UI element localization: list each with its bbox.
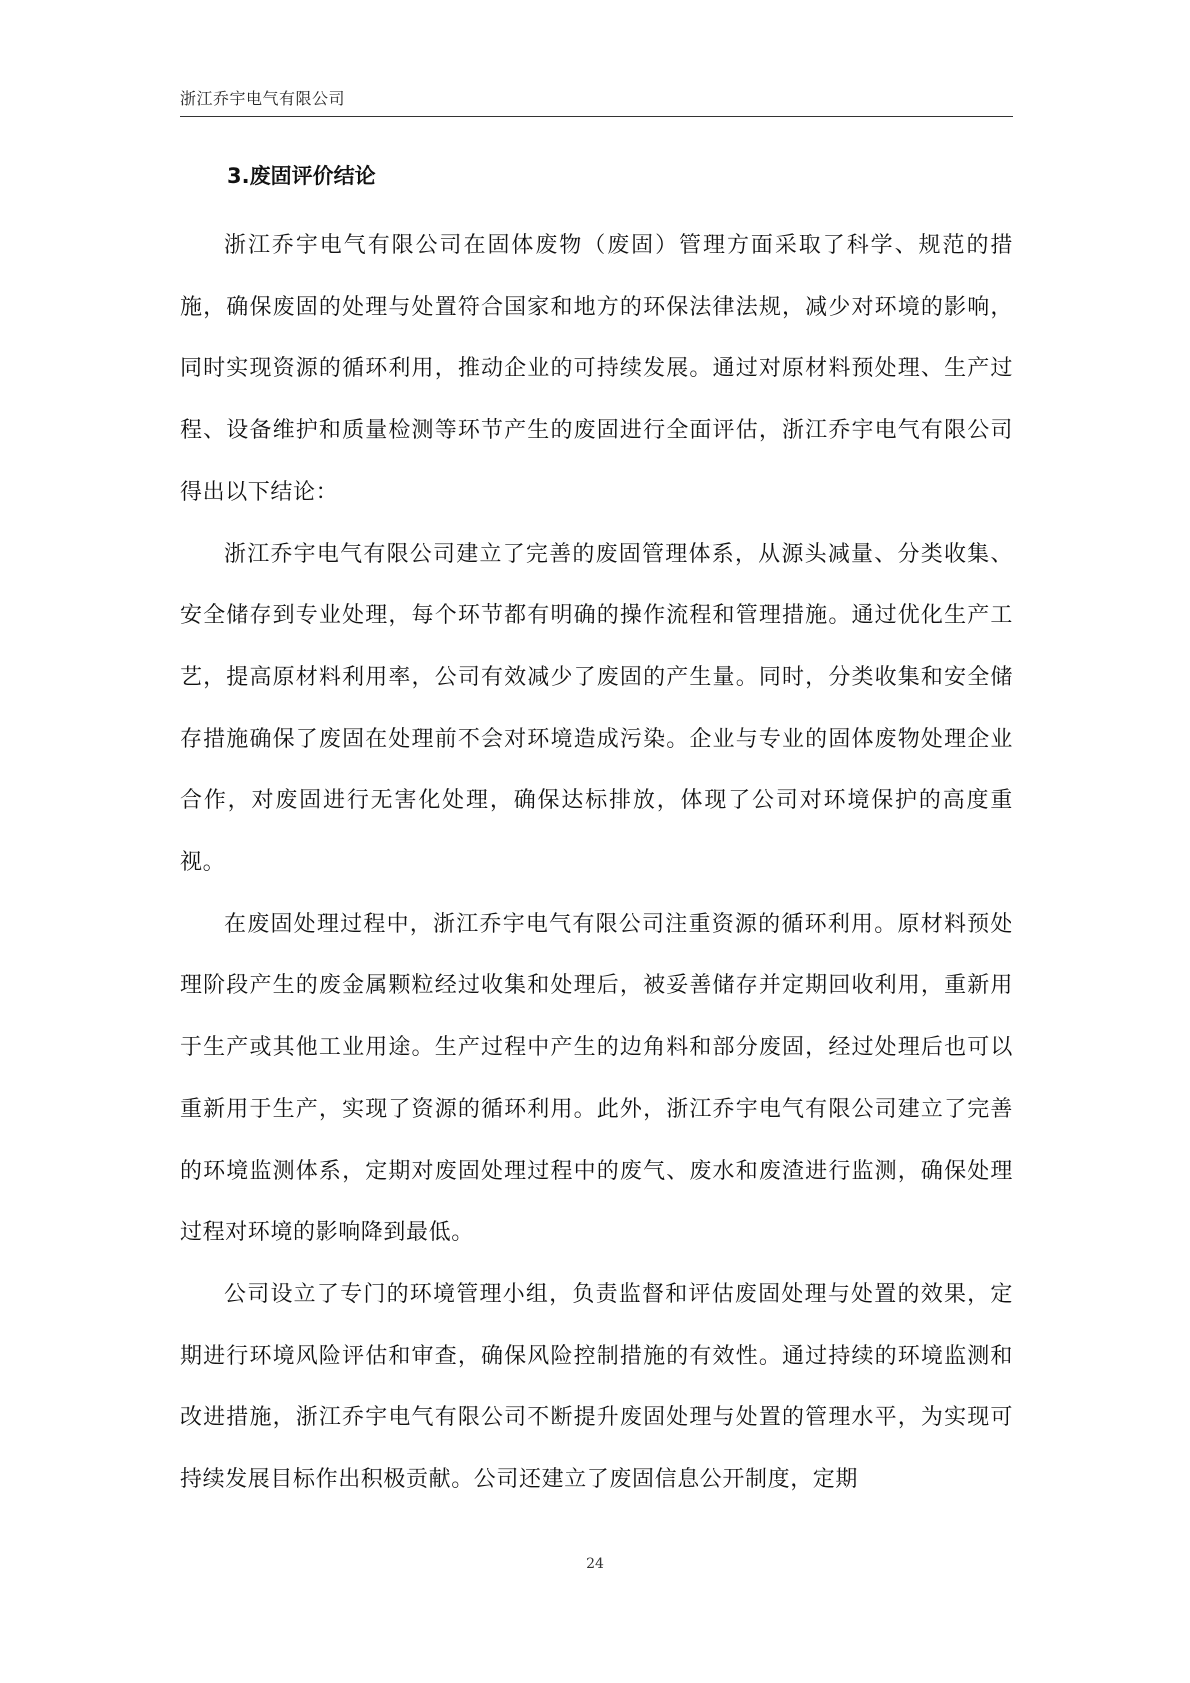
page-number: 24 [586, 1556, 604, 1572]
section-heading: 3.废固评价结论 [227, 164, 376, 188]
paragraph-management-system: 浙江乔宇电气有限公司建立了完善的废固管理体系，从源头减量、分类收集、安全储存到专业处理，每个环节都有明确的操作流程和管理措施。通过优化生产工艺，提高原材料利用率，公司有效减少了废固的产生量。同时，分类收集和安全储存措施确保了废固在处理前不会对环境造成污染。企业与专业的固体废物处理企业合作，对废固进行无害化处理，确保达标排放，体现了公司对环境保护的高度重视。 [180, 541, 1013, 876]
paragraph-resource-recycling: 在废固处理过程中，浙江乔宇电气有限公司注重资源的循环利用。原材料预处理阶段产生的废金属颗粒经过收集和处理后，被妥善储存并定期回收利用，重新用于生产或其他工业用途。生产过程中产生的边角料和部分废固，经过处理后也可以重新用于生产，实现了资源的循环利用。此外，浙江乔宇电气有限公司建立了完善的环境监测体系，定期对废固处理过程中的废气、废水和废渣进行监测，确保处理过程对环境的影响降到最低。 [180, 911, 1013, 1246]
paragraph-intro: 浙江乔宇电气有限公司在固体废物（废固）管理方面采取了科学、规范的措施，确保废固的处理与处置符合国家和地方的环保法律法规，减少对环境的影响，同时实现资源的循环利用，推动企业的可持续发展。通过对原材料预处理、生产过程、设备维护和质量检测等环节产生的废固进行全面评估，浙江乔宇电气有限公司得出以下结论： [180, 233, 1013, 505]
header-divider [180, 116, 1013, 117]
running-header: 浙江乔宇电气有限公司 [180, 89, 346, 108]
body-text [180, 215, 1013, 1511]
paragraph-environment-team: 公司设立了专门的环境管理小组，负责监督和评估废固处理与处置的效果，定期进行环境风险评估和审查，确保风险控制措施的有效性。通过持续的环境监测和改进措施，浙江乔宇电气有限公司不断提升废固处理与处置的管理水平，为实现可持续发展目标作出积极贡献。公司还建立了废固信息公开制度，定期 [180, 1281, 1013, 1493]
